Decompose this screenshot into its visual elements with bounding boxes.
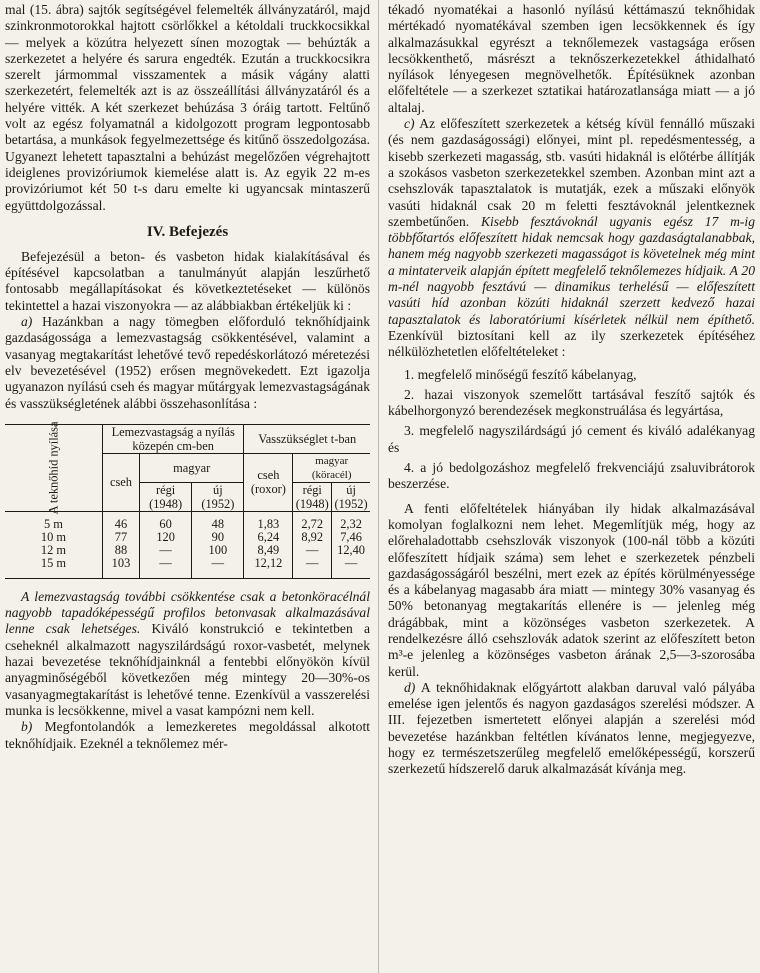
paragraph-c-italic: Kisebb fesztávoknál ugyanis egész 17 m-ig többfőtartós előfeszített hidak nemcsak hogy gazdaságtalanabbak, hanem még nagyobb szerkezeti magasságot is követelnek még mint a mintaterveik alapján épített megfelelő teknőlemezes hídjaik. A 20 m-nél nagyobb fesztávú — dinamikus terhelésű — előfeszített vasúti híd azonban közúti hidaknál szerzett kedvező hazai tapasztalatok és laboratóriumi kísérletek nélkül nem építhető.: [388, 213, 755, 327]
paragraph-c-tail: Ezenkívül biztosítani kell az ily szerkezetek építéséhez nélkülözhetetlen előfeltételeket :: [388, 327, 755, 360]
item-label-a: a): [21, 314, 33, 330]
table-header-cseh: cseh: [102, 453, 139, 511]
paragraph-b: [5, 719, 370, 752]
list-item: 1. megfelelő minőségű feszítő kábelanyag,: [404, 366, 637, 382]
item-label-d: d): [404, 679, 416, 695]
section-heading: IV. Befejezés: [146, 223, 229, 240]
list-item: 3. megfelelő nagyszilárdságú jó cement és kiváló adalékanyag és: [388, 423, 755, 455]
item-label-b: b): [21, 719, 33, 735]
table-header-magyar: magyar: [140, 453, 244, 482]
paragraph-conclusion-intro: Befejezésül a beton- és vasbeton hidak kialakításával és építésével kapcsolatban a tanulmányút alapján leszűrhető fontosabb megállapításokat és következtetéseket — különös tekintettel a hazai viszonyokra — az alábbiakban értékeljük ki :: [5, 248, 370, 313]
table-row: 15 m 103 — — 12,12 — —: [5, 557, 370, 579]
table-header-regi-1948: régi (1948): [140, 482, 192, 511]
table-header-magyar-koracel: magyar (köracél): [293, 453, 370, 482]
column-divider: [378, 0, 379, 973]
paragraph-d-text: A teknőhidaknak előgyártott alakban daruval való pályába emelése igen jelentős és nagyon gazdaságos szerelési módszer. A III. fejezetben ismertetett előnyei alapján a szerelési mód bevezetése hazánkban feltétlen kívánatos lenne, megjegyezve, hogy ez természetszerűleg megfelelő emelőképességű, korszerű szerkezetű hídszerelő daruk alkalmazását kívánja meg.: [388, 679, 755, 777]
left-column: [5, 2, 370, 752]
item-label-c: c): [404, 116, 415, 132]
list-item: 4. a jó bedolgozáshoz megfelelő frekvenciájú zsaluvibrátorok beszerzése.: [388, 460, 755, 492]
paragraph-d: [388, 680, 755, 778]
table-header-span: A teknőhíd nyílása: [5, 424, 102, 511]
table-header-steel: Vasszükséglet t-ban: [244, 424, 370, 453]
table-row: 5 m 46 60 48 1,83 2,72 2,32: [5, 511, 370, 531]
table-header-uj-1952-b: új (1952): [332, 482, 370, 511]
comparison-table: [5, 421, 370, 579]
table-header-uj-1952: új (1952): [192, 482, 244, 511]
paragraph-c: [388, 116, 755, 360]
table-row: 10 m 77 120 90 6,24 8,92 7,46: [5, 531, 370, 544]
paragraph-a: [5, 314, 370, 412]
table-header-cseh-roxor: cseh (roxor): [244, 453, 293, 511]
paragraph-roxor-italic: A lemezvastagság további csökkentése csak a betonköracélnál nagyobb tapadóképességű profilos betonvasak alkalmazásával lenne csak lehetséges.: [5, 588, 370, 637]
table-header-regi-1948-b: régi (1948): [293, 482, 332, 511]
right-column: [388, 2, 755, 778]
list-item: 2. hazai viszonyok szemelőtt tartásával feszítő sajtók és kábelhorgonyzó berendezések megkonstruálása és legyártása,: [388, 386, 755, 419]
paragraph-a-text: Hazánkban a nagy tömegben előforduló teknőhídjaink gazdaságossága a lemezvastagság csökkentésével, valamint a vasanyag megtakarítást lehetővé tevő repedéskorlátozó méretezési elv bevezetésével (1952) erősen megnövekedett. Ezt igazolja ugyanazon nyílású cseh és magyar műtárgyak lemezvastagságának és vasszükségletének alábbi összehasonlítása :: [5, 314, 370, 411]
paragraph-c-text: Az előfeszített szerkezetek a kétség kívül fennálló műszaki (és nem gazdaságossági) előnyei, mint pl. repedésmentesség, a kisebb szerkezeti magasság, stb. vasúti hidaknál is előtérbe állítják a szokásos vasbeton szerkezetekkel szemben. Azonban mint azt a csehszlovák tapasztalatok is mutatják, ezek a műszaki előnyök vasúti hidaknál csak 20 m feletti fesztávoknál jelentkeznek szembetűnően.: [388, 116, 755, 229]
paragraph-roxor-text: Kiváló konstrukció e tekintetben a cseheknél alkalmazott nagyszilárdságú roxor-vasbetét, melynek hazai bevezetése teknőhídjainknál a fentebbi előnyökön kívül anyagminőségéből következően még mintegy 20—30%-os vasanyagmegtakarítást is lehetővé tenne. Ezenkívül a vasszerelési munka is lecsökkenne, mivel a vasat kampózni nem kell.: [5, 621, 370, 718]
paragraph-intro: mal (15. ábra) sajtók segítségével felemelték állványzatáról, majd szinkronmotorokkal hajtott csörlőkkel a kétoldali truckkocsikkal — melyek a közútra helyezett sínen mozogtak — behúzták a szerkezetet a helyére és sarura engedték. Ezután a truckkocsikra szerelt jármommal visszamentek a másik vágány alatti szerkezetért, felemelték azt is az összeállítási állványzatáról és a helyére vitték. A két szerkezet behúzása 3 óráig tartott. Feltűnő volt az egész folyamatnál a kidolgozott program legpontosabb betartása, a munkások fegyelmezettsége és kitűnő összedolgozása. Ugyanezt lehetett tapasztalni a behúzást megelőzően végrehajtott ideiglenes provizóriumok kiemelése alatt is. Az egyik 22 m-es provizóriumot két 50 t-s daru emelte ki ugyancsak mintaszerű együttdolgozással.: [5, 2, 370, 213]
paragraph-roxor: [5, 589, 370, 719]
paragraph-b-continued: tékadó nyomatékai a hasonló nyílású kéttámaszú teknőhidak mértékadó nyomatékával szemben igen lecsökkennek és így alkalmazásukkal egyrészt a teknőlemezek vastagsága erősen lecsökkenthető, másrészt a teknőszerkezetekkel áthidalható nyílások lényegesen megnövelhetők. Építésüknek azonban előfeltétele — a szerkezet sztatikai határozatlansága miatt — a jó altalaj.: [388, 2, 755, 115]
table-row: 12 m 88 — 100 8,49 — 12,40: [5, 544, 370, 557]
paragraph-prestress-cost: A fenti előfeltételek hiányában ily hidak alkalmazásával komolyan foglalkozni nem lehet. Megemlítjük még, hogy az előrehaladottabb csehszlovák viszonyok (100-nál több a közúti előfeszített hídjaik száma) sem lehet e szerkezetek pénzbeli gazdaságosságáról beszélni, mert ezek az építés körülményessége és a kábelanyag magasabb ára miatt — mintegy 30% vasanyag és 50% betonanyag megtakarítás ellenére is — jelenleg még drágábbak, mint a közönséges vasbeton szerkezetek. A rendelkezésre álló csehszlovák adatok szerint az előfeszített beton m³-e jelenleg a közönséges vasbeton árának 2,5—3-szorosába kerül.: [388, 500, 755, 679]
paragraph-b-text: Megfontolandók a lemezkeretes megoldással alkotott teknőhídjaik. Ezeknél a teknőlemez mér-: [5, 719, 370, 751]
table-header-thickness: Lemezvastagság a nyílás közepén cm-ben: [102, 424, 244, 453]
